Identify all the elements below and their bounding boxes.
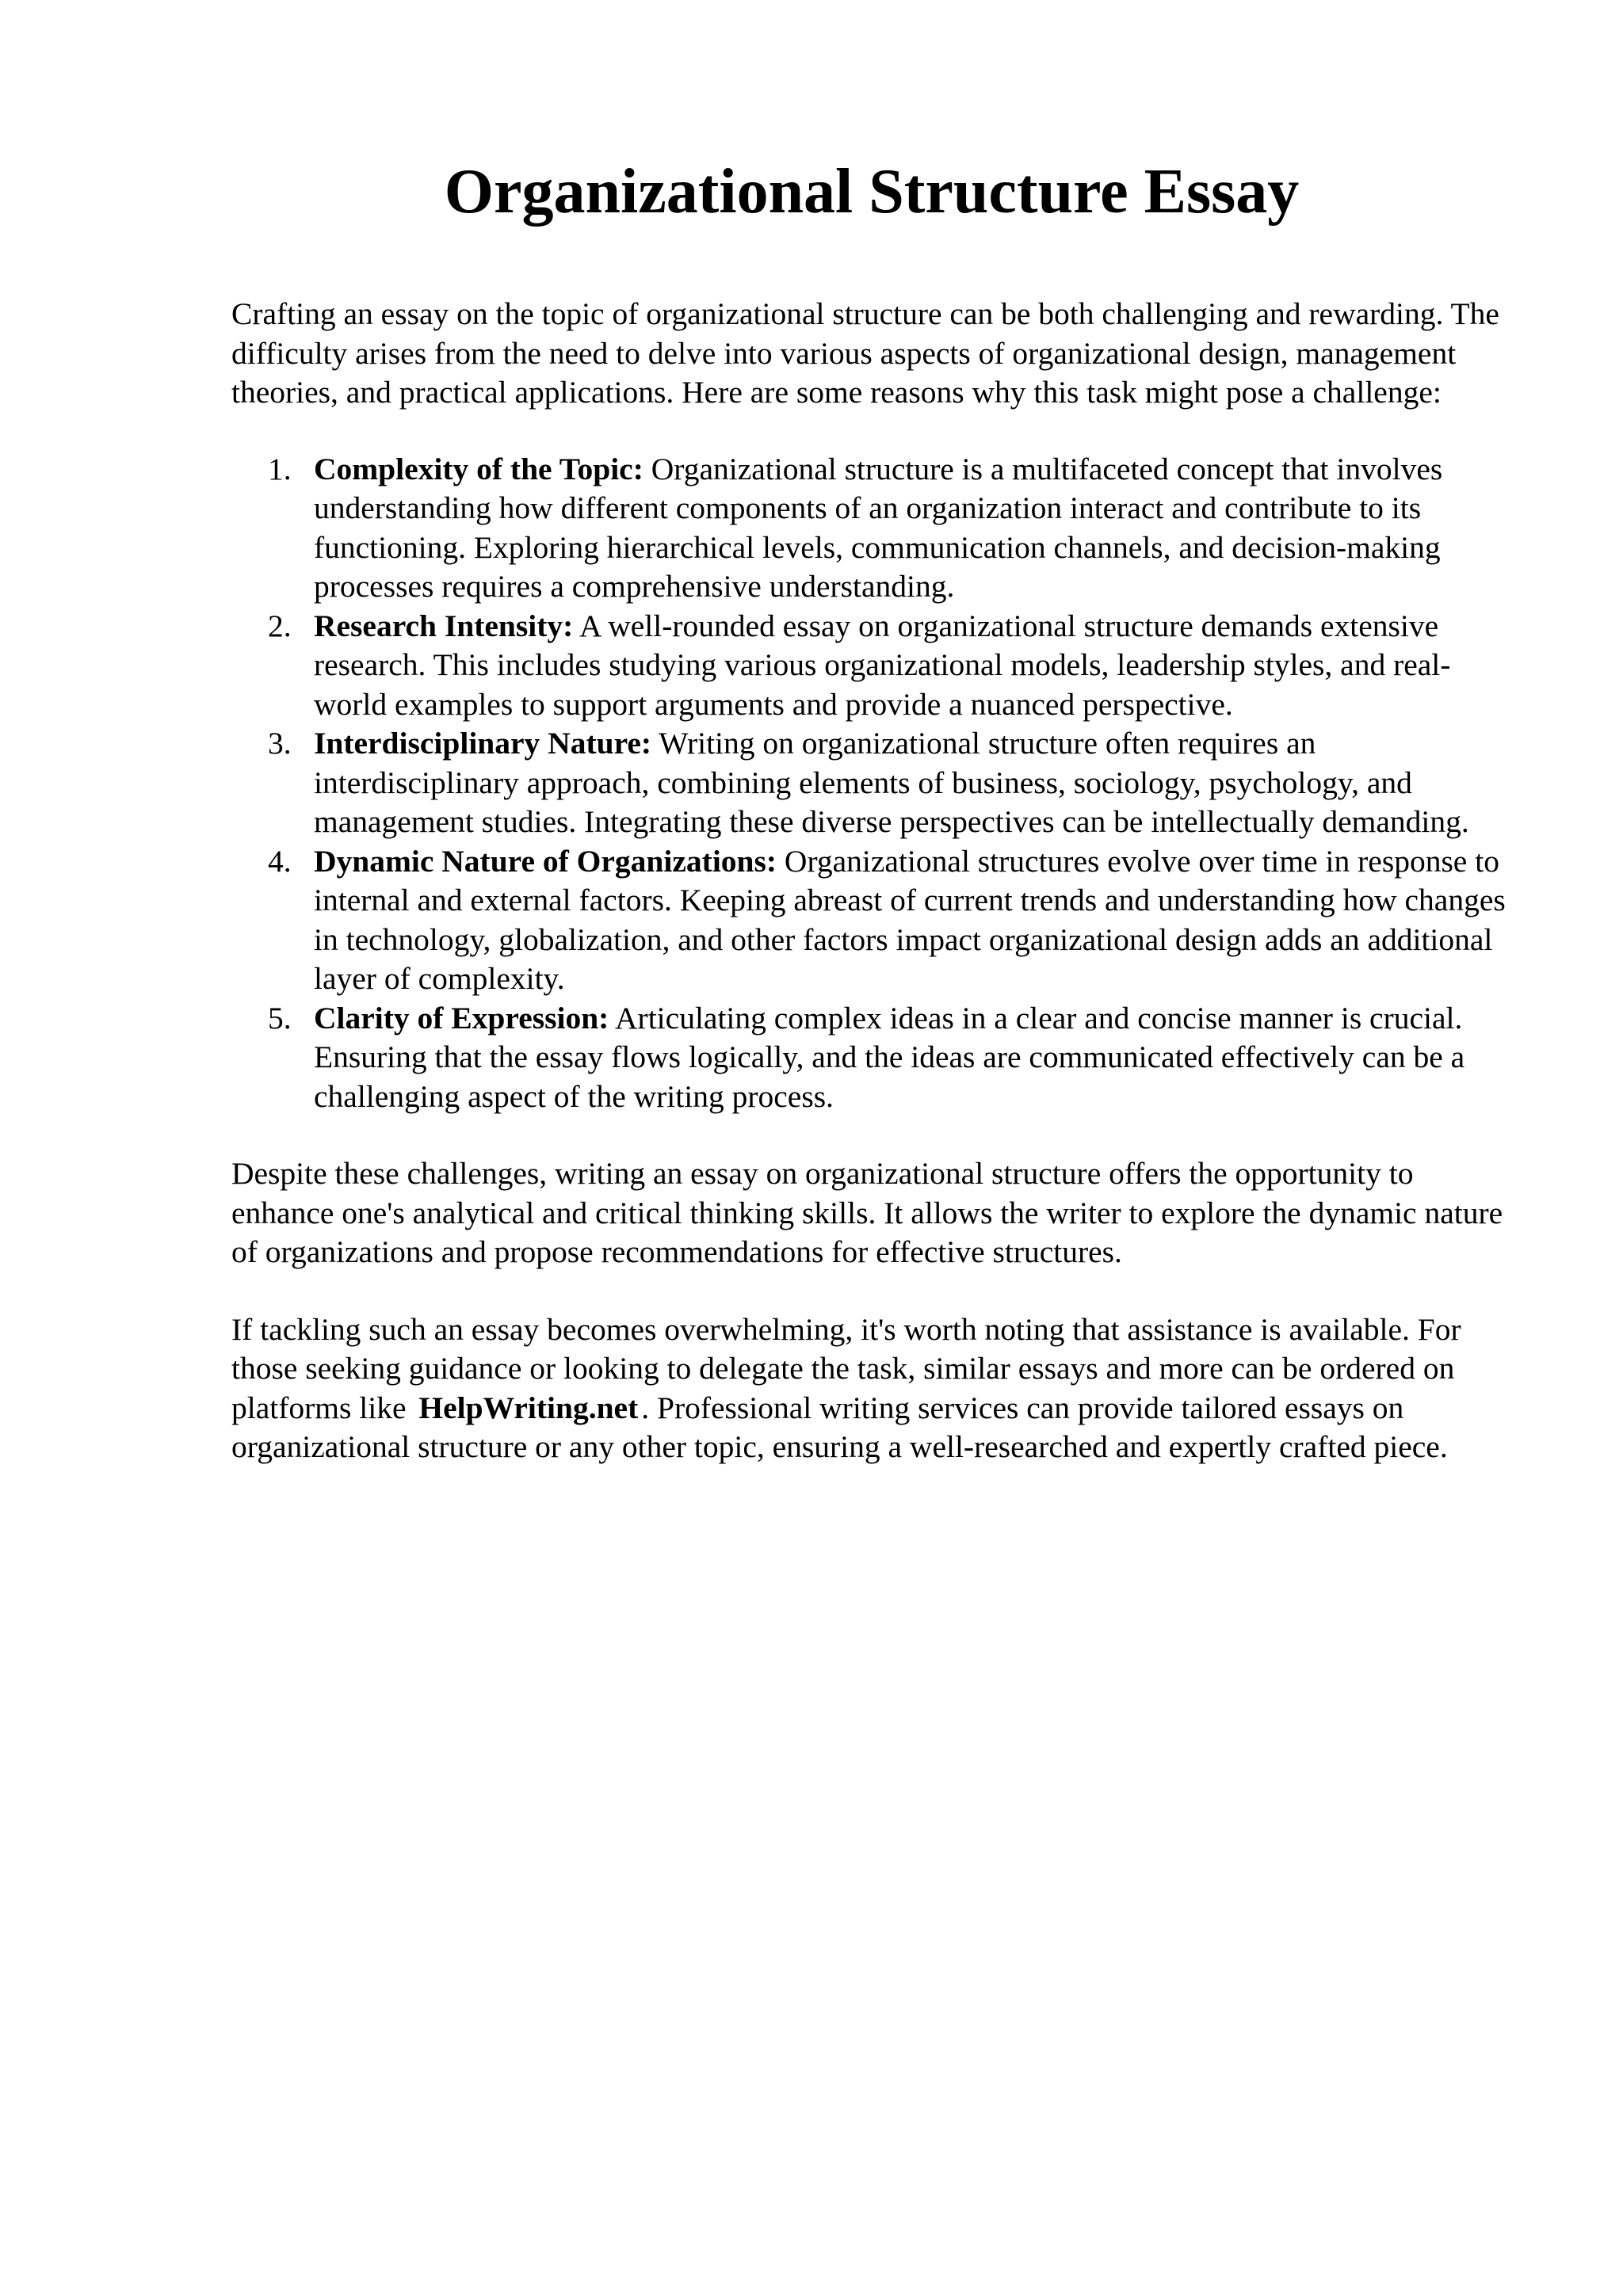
closing-text-before: If tackling such an essay becomes overwhelming, it's worth noting that assistance is available. For those seeking guidance or looking to delegate the task, similar essays and more can be ordered on platforms like — [231, 1311, 1461, 1425]
despite-paragraph: Despite these challenges, writing an essay on organizational structure offers the opportunity to enhance one's analytical and critical thinking skills. It allows the writer to explore the dynamic nature of organizations and propose recommendations for effective structures. — [231, 1156, 1503, 1269]
list-item — [231, 999, 1515, 1117]
challenge-list — [231, 450, 1515, 1117]
list-item-text: Organizational structures evolve over time in response to internal and external factors. Keeping abreast of current trends and understanding how changes in technology, globalization, and other factors impact organizational design adds an additional layer of complexity. — [314, 843, 1506, 996]
list-item — [231, 842, 1515, 999]
list-item-term: Research Intensity: — [314, 608, 574, 643]
list-item-term: Dynamic Nature of Organizations: — [314, 843, 777, 879]
list-item-number: 4. — [268, 843, 292, 879]
intro-paragraph: Crafting an essay on the topic of organizational structure can be both challenging and rewarding. The difficulty arises from the need to delve into various aspects of organizational design, management theories, and practical applications. Here are some reasons why this task might pose a challenge: — [231, 296, 1499, 410]
list-item — [231, 724, 1515, 842]
closing-text-after: . Professional writing services can provide tailored essays on organizational structure or any other topic, ensuring a well-researched and expertly crafted piece. — [231, 1390, 1448, 1464]
list-item-number: 3. — [268, 726, 292, 761]
list-item-term: Complexity of the Topic: — [314, 451, 643, 486]
list-item — [231, 607, 1515, 725]
list-item-text: A well-rounded essay on organizational structure demands extensive research. This includes studying various organizational models, leadership styles, and real-world examples to support arguments and provide a nuanced perspective. — [314, 608, 1451, 722]
list-item-number: 5. — [268, 1000, 292, 1035]
list-item-text: Articulating complex ideas in a clear and concise manner is crucial. Ensuring that the essay flows logically, and the ideas are communicated effectively can be a challenging aspect of the writing process. — [314, 1000, 1465, 1114]
document-title: Organizational Structure Essay — [444, 157, 1300, 227]
document-body — [231, 295, 1515, 1467]
list-item-number: 2. — [268, 608, 292, 643]
list-item-term: Interdisciplinary Nature: — [314, 726, 652, 761]
list-item — [231, 450, 1515, 607]
list-item-text: Organizational structure is a multifaceted concept that involves understanding how different components of an organization interact and contribute to its functioning. Exploring hierarchical levels, communication channels, and decision-making processes requires a comprehensive understanding. — [314, 451, 1443, 604]
brand-name: HelpWriting.net — [418, 1390, 639, 1425]
closing-paragraph — [231, 1310, 1515, 1467]
list-item-text: Writing on organizational structure often requires an interdisciplinary approach, combining elements of business, sociology, psychology, and management studies. Integrating these diverse perspectives can be intellectually demanding. — [314, 726, 1469, 839]
list-item-term: Clarity of Expression: — [314, 1000, 609, 1035]
list-item-number: 1. — [268, 451, 292, 486]
